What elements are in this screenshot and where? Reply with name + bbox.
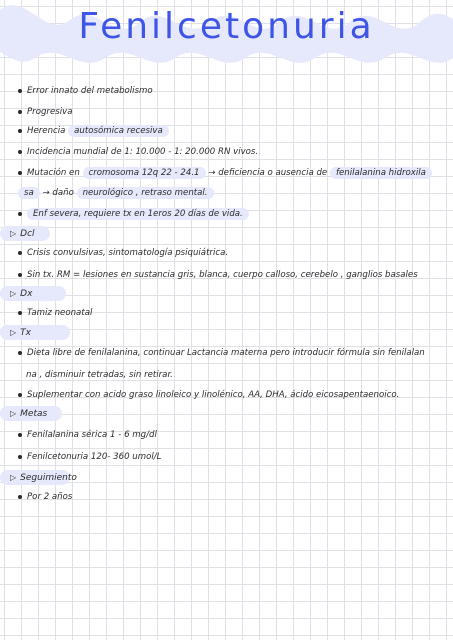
note-line: Fenilalanina sérica 1 - 6 mg/dl (18, 428, 453, 442)
note-line: Fenilcetonuria 120- 360 umol/L (18, 450, 453, 464)
note-line: Incidencia mundial de 1: 10.000 - 1: 20.000 RN vivos. (18, 145, 453, 159)
triangle-icon: ▷ (10, 409, 17, 418)
note-line: Enf severa, requiere tx en 1eros 20 días de vida. (18, 207, 453, 221)
note-line: Dieta libre de fenilalanina, continuar Lactancia materna pero introducir fórmula sin fenilalan (18, 346, 453, 360)
section-header-tx: ▷ Tx (0, 325, 70, 340)
section-header-dcl: ▷ Dcl (0, 226, 50, 241)
section-header-seguimiento: ▷ Seguimiento (0, 470, 70, 485)
note-line: Por 2 años (18, 490, 453, 504)
page-title: Fenilcetonuria (78, 6, 375, 47)
note-line: Progresiva (18, 105, 453, 119)
note-line: Herencia autosómica recesiva (18, 124, 453, 138)
note-line: Sin tx. RM = lesiones en sustancia gris, blanca, cuerpo calloso, cerebelo , ganglios basales (18, 268, 453, 282)
section-header-metas: ▷ Metas (0, 406, 62, 421)
triangle-icon: ▷ (10, 328, 17, 337)
note-line: Error innato del metabolismo (18, 84, 453, 98)
section-header-dx: ▷ Dx (0, 286, 66, 301)
note-line: Mutación en cromosoma 12q 22 - 24.1 → deficiencia o ausencia de fenilalanina hidroxila (18, 166, 453, 180)
triangle-icon: ▷ (10, 229, 17, 238)
triangle-icon: ▷ (10, 473, 17, 482)
note-line: Tamiz neonatal (18, 306, 453, 320)
note-line: Suplementar con acido graso linoleico y linolénico, AA, DHA, ácido eicosapentaenoico. (18, 388, 453, 402)
triangle-icon: ▷ (10, 289, 17, 298)
note-line: sa → daño neurológico , retraso mental. (18, 186, 453, 200)
note-line: na , disminuir tetradas, sin retirar. (26, 370, 173, 380)
note-line: Crisis convulsivas, sintomatología psiquiátrica. (18, 246, 453, 260)
